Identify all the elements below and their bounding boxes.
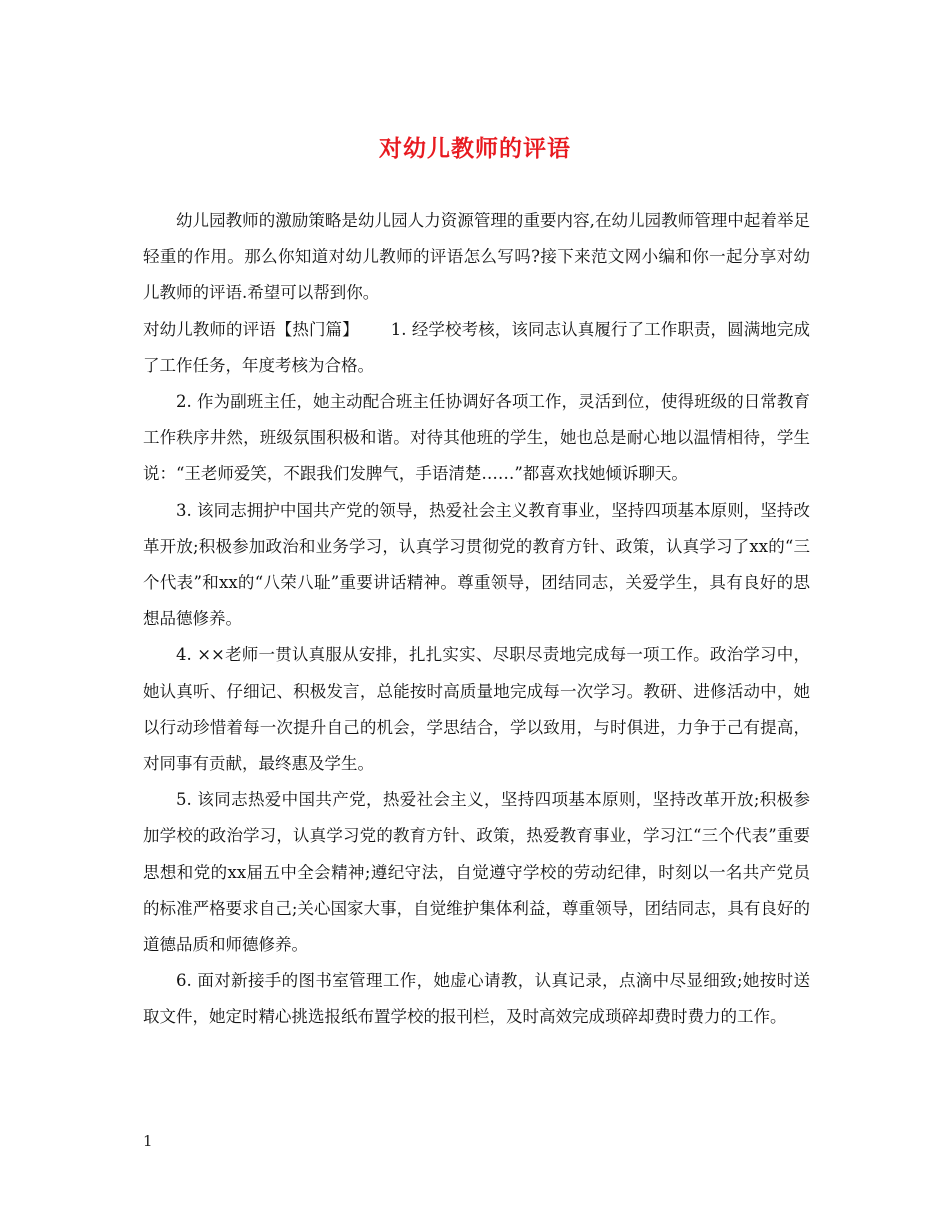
section-paragraph [143, 312, 810, 384]
document-title: 对幼儿教师的评语 [379, 135, 571, 162]
document-body [143, 203, 810, 1036]
item-2-paragraph: 2. 作为副班主任，她主动配合班主任协调好各项工作，灵活到位，使得班级的日常教育工作秩序井然，班级氛围积极和谐。对待其他班的学生，她也总是耐心地以温情相待，学生说：“王老师爱笑，不跟我们发脾气，手语清楚……”都喜欢找她倾诉聊天。 [143, 392, 810, 484]
section-heading: 对幼儿教师的评语【热门篇】 [143, 319, 359, 339]
item-4-paragraph: 4. ××老师一贯认真服从安排，扎扎实实、尽职尽责地完成每一项工作。政治学习中，她认真听、仔细记、积极发言，总能按时高质量地完成每一次学习。教研、进修活动中，她以行动珍惜着每一次提升自己的机会，学思结合，学以致用，与时俱进，力争于己有提高，对同事有贡献，最终惠及学生。 [143, 645, 810, 774]
item-1-text: 1. 经学校考核，该同志认真履行了工作职责，圆满地完成了工作任务，年度考核为合格。 [143, 319, 810, 375]
intro-paragraph: 幼儿园教师的激励策略是幼儿园人力资源管理的重要内容,在幼儿园教师管理中起着举足轻重的作用。那么你知道对幼儿教师的评语怎么写吗?接下来范文网小编和你一起分享对幼儿教师的评语.希望可以帮到你。 [143, 211, 810, 303]
page-number: 1 [143, 1132, 153, 1150]
item-5-paragraph: 5. 该同志热爱中国共产党，热爱社会主义，坚持四项基本原则，坚持改革开放;积极参加学校的政治学习，认真学习党的教育方针、政策，热爱教育事业，学习江“三个代表”重要思想和党的xx届五中全会精神;遵纪守法，自觉遵守学校的劳动纪律，时刻以一名共产党员的标准严格要求自己;关心国家大事，自觉维护集体利益，尊重领导，团结同志，具有良好的道德品质和师德修养。 [143, 790, 810, 955]
item-3-paragraph: 3. 该同志拥护中国共产党的领导，热爱社会主义教育事业，坚持四项基本原则，坚持改革开放;积极参加政治和业务学习，认真学习贯彻党的教育方针、政策，认真学习了xx的“三个代表”和xx的“八荣八耻”重要讲话精神。尊重领导，团结同志，关爱学生，具有良好的思想品德修养。 [143, 500, 810, 629]
item-6-paragraph: 6. 面对新接手的图书室管理工作，她虚心请教，认真记录，点滴中尽显细致;她按时送取文件，她定时精心挑选报纸布置学校的报刊栏，及时高效完成琐碎却费时费力的工作。 [143, 971, 810, 1027]
